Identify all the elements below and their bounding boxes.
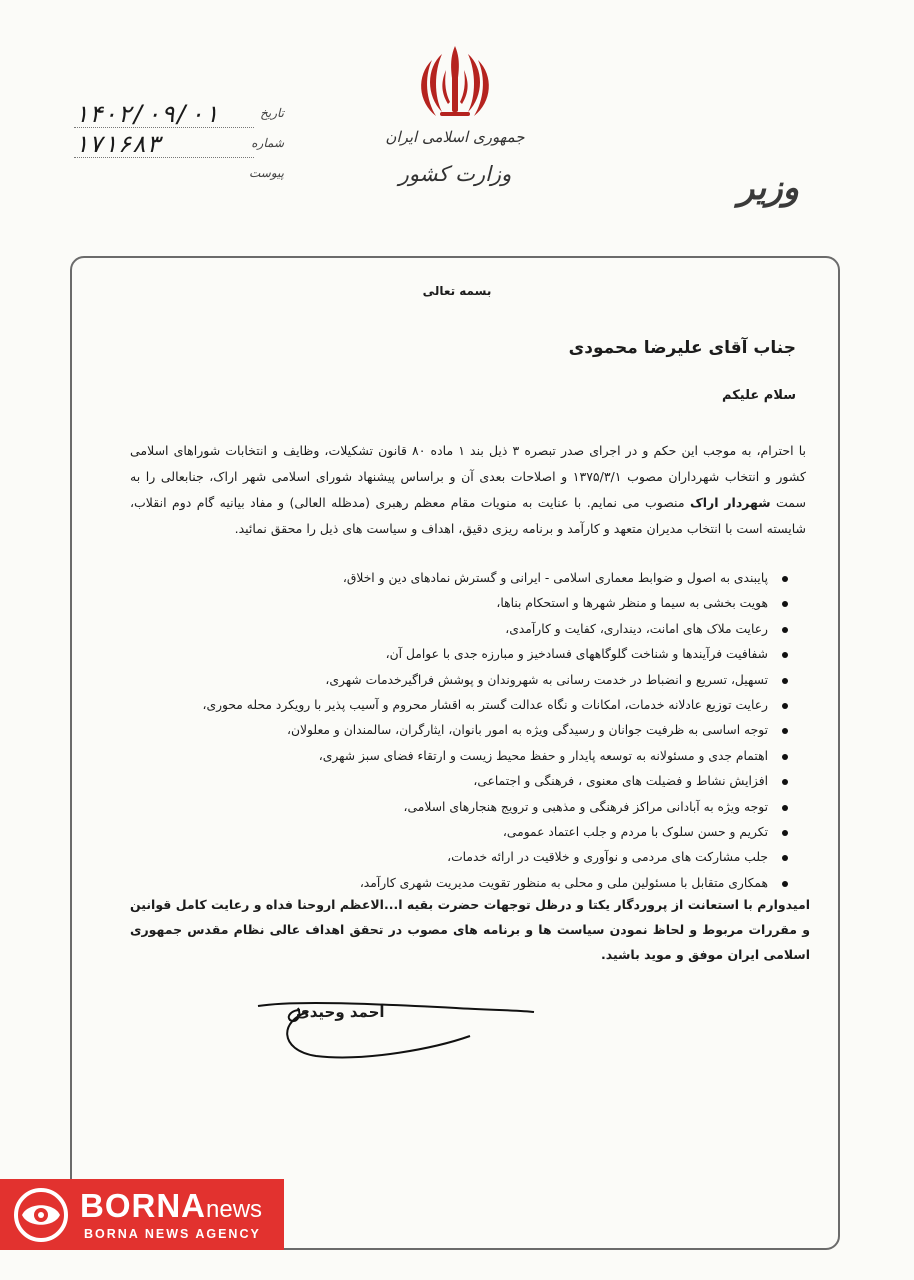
list-item: همکاری متقابل با مسئولین ملی و محلی به منظور تقویت مدیریت شهری کارآمد، [130, 871, 796, 896]
number-row [74, 130, 284, 158]
number-line [74, 157, 254, 158]
list-item: هویت بخشی به سیما و منظر شهرها و استحکام بناها، [130, 591, 796, 616]
intro-bold-title: شهردار اراک [689, 495, 771, 510]
borna-watermark [0, 1179, 284, 1250]
watermark-agency: BORNA NEWS AGENCY [84, 1227, 261, 1241]
list-item: رعایت توزیع عادلانه خدمات، امکانات و نگاه عدالت گستر به اقشار محروم و آسیب پذیر با رویکرد محله محوری، [130, 693, 796, 718]
list-item: اهتمام جدی و مسئولانه به توسعه پایدار و حفظ محیط زیست و ارتقاء فضای سبز شهری، [130, 744, 796, 769]
brand-suffix: news [206, 1196, 263, 1223]
list-item: افزایش نشاط و فضیلت های معنوی ، فرهنگی و اجتماعی، [130, 769, 796, 794]
list-item: پایبندی به اصول و ضوابط معماری اسلامی - ایرانی و گسترش نمادهای دین و اخلاق، [130, 566, 796, 591]
brand-main: BORNA [80, 1187, 206, 1224]
date-label: تاریخ [260, 106, 284, 120]
list-item: تسهیل، تسریع و انضباط در خدمت رسانی به شهروندان و پوشش فراگیرخدمات شهری، [130, 668, 796, 693]
date-row [74, 100, 284, 128]
intro-text-1: با احترام، به موجب این حکم و در اجرای صدر تبصره ۳ ذیل بند ۱ ماده ۸۰ قانون تشکیلات، وظایف و انتخابات شوراهای اسلامی کشور و انتخاب شهرداران مصوب ۱۳۷۵/۳/۱ و اصلاحات بعدی آن و براساس پیشنهاد شورای اسلامی شهر اراک، جنابعالی را به سمت [130, 443, 806, 510]
intro-paragraph [130, 438, 806, 542]
closing-paragraph: امیدوارم با استعانت از پروردگار یکتا و درظل توجهات حضرت بقیه ا...الاعظم اروحنا فداه و رعایت کامل قوانین و مقررات مربوط و لحاظ نمودن سیاست ها و برنامه های مصوب در تحقق اهداف عالی نظام مقدس جمهوری اسلامی ایران موفق و موید باشید. [130, 897, 810, 962]
attachment-label: پیوست [249, 166, 284, 180]
date-line [74, 127, 254, 128]
signature-stroke-icon [256, 990, 536, 1070]
borna-logo-icon [14, 1188, 68, 1242]
intro-text-2: منصوب می نمایم. با عنایت به منویات مقام معظم رهبری (مدظله العالی) و مفاد بیانیه گام دوم انقلاب، شایسته است با انتخاب مدیران متعهد و کارآمد و برنامه ریزی دقیق، اهداف و سیاست های ذیل را محقق نمائید. [130, 495, 806, 536]
list-item: جلب مشارکت های مردمی و نوآوری و خلاقیت در ارائه خدمات، [130, 845, 796, 870]
goals-list [130, 566, 796, 896]
list-item: شفافیت فرآیندها و شناخت گلوگاههای فسادخیز و مبارزه جدی با عوامل آن، [130, 642, 796, 667]
number-label: شماره [251, 136, 284, 150]
iran-emblem-icon [412, 40, 498, 126]
country-name: جمهوری اسلامی ایران [385, 128, 525, 146]
ministry-name: وزارت کشور [398, 162, 512, 186]
watermark-brand [80, 1187, 262, 1225]
greeting: سلام علیکم [722, 388, 796, 403]
date-value: ۱۴۰۲/۰۹/۰۱ [74, 100, 219, 128]
ministry-header [380, 128, 530, 186]
signatory-name: احمد وحیدی [296, 1003, 385, 1021]
list-item: توجه اساسی به ظرفیت جوانان و رسیدگی ویژه به امور بانوان، ایثارگران، سالمندان و معلولان، [130, 718, 796, 743]
list-item: توجه ویژه به آبادانی مراکز فرهنگی و مذهبی و ترویج هنجارهای اسلامی، [130, 795, 796, 820]
minister-title: وزیر [738, 168, 800, 208]
bismillah: بسمه تعالی [422, 284, 492, 298]
number-value: ۱۷۱۶۸۳ [74, 130, 161, 158]
list-item: رعایت ملاک های امانت، دینداری، کفایت و کارآمدی، [130, 617, 796, 642]
list-item: تکریم و حسن سلوک با مردم و جلب اعتماد عمومی، [130, 820, 796, 845]
letter-meta [74, 100, 284, 194]
addressee: جناب آقای علیرضا محمودی [568, 338, 796, 358]
attachment-row [74, 164, 284, 186]
